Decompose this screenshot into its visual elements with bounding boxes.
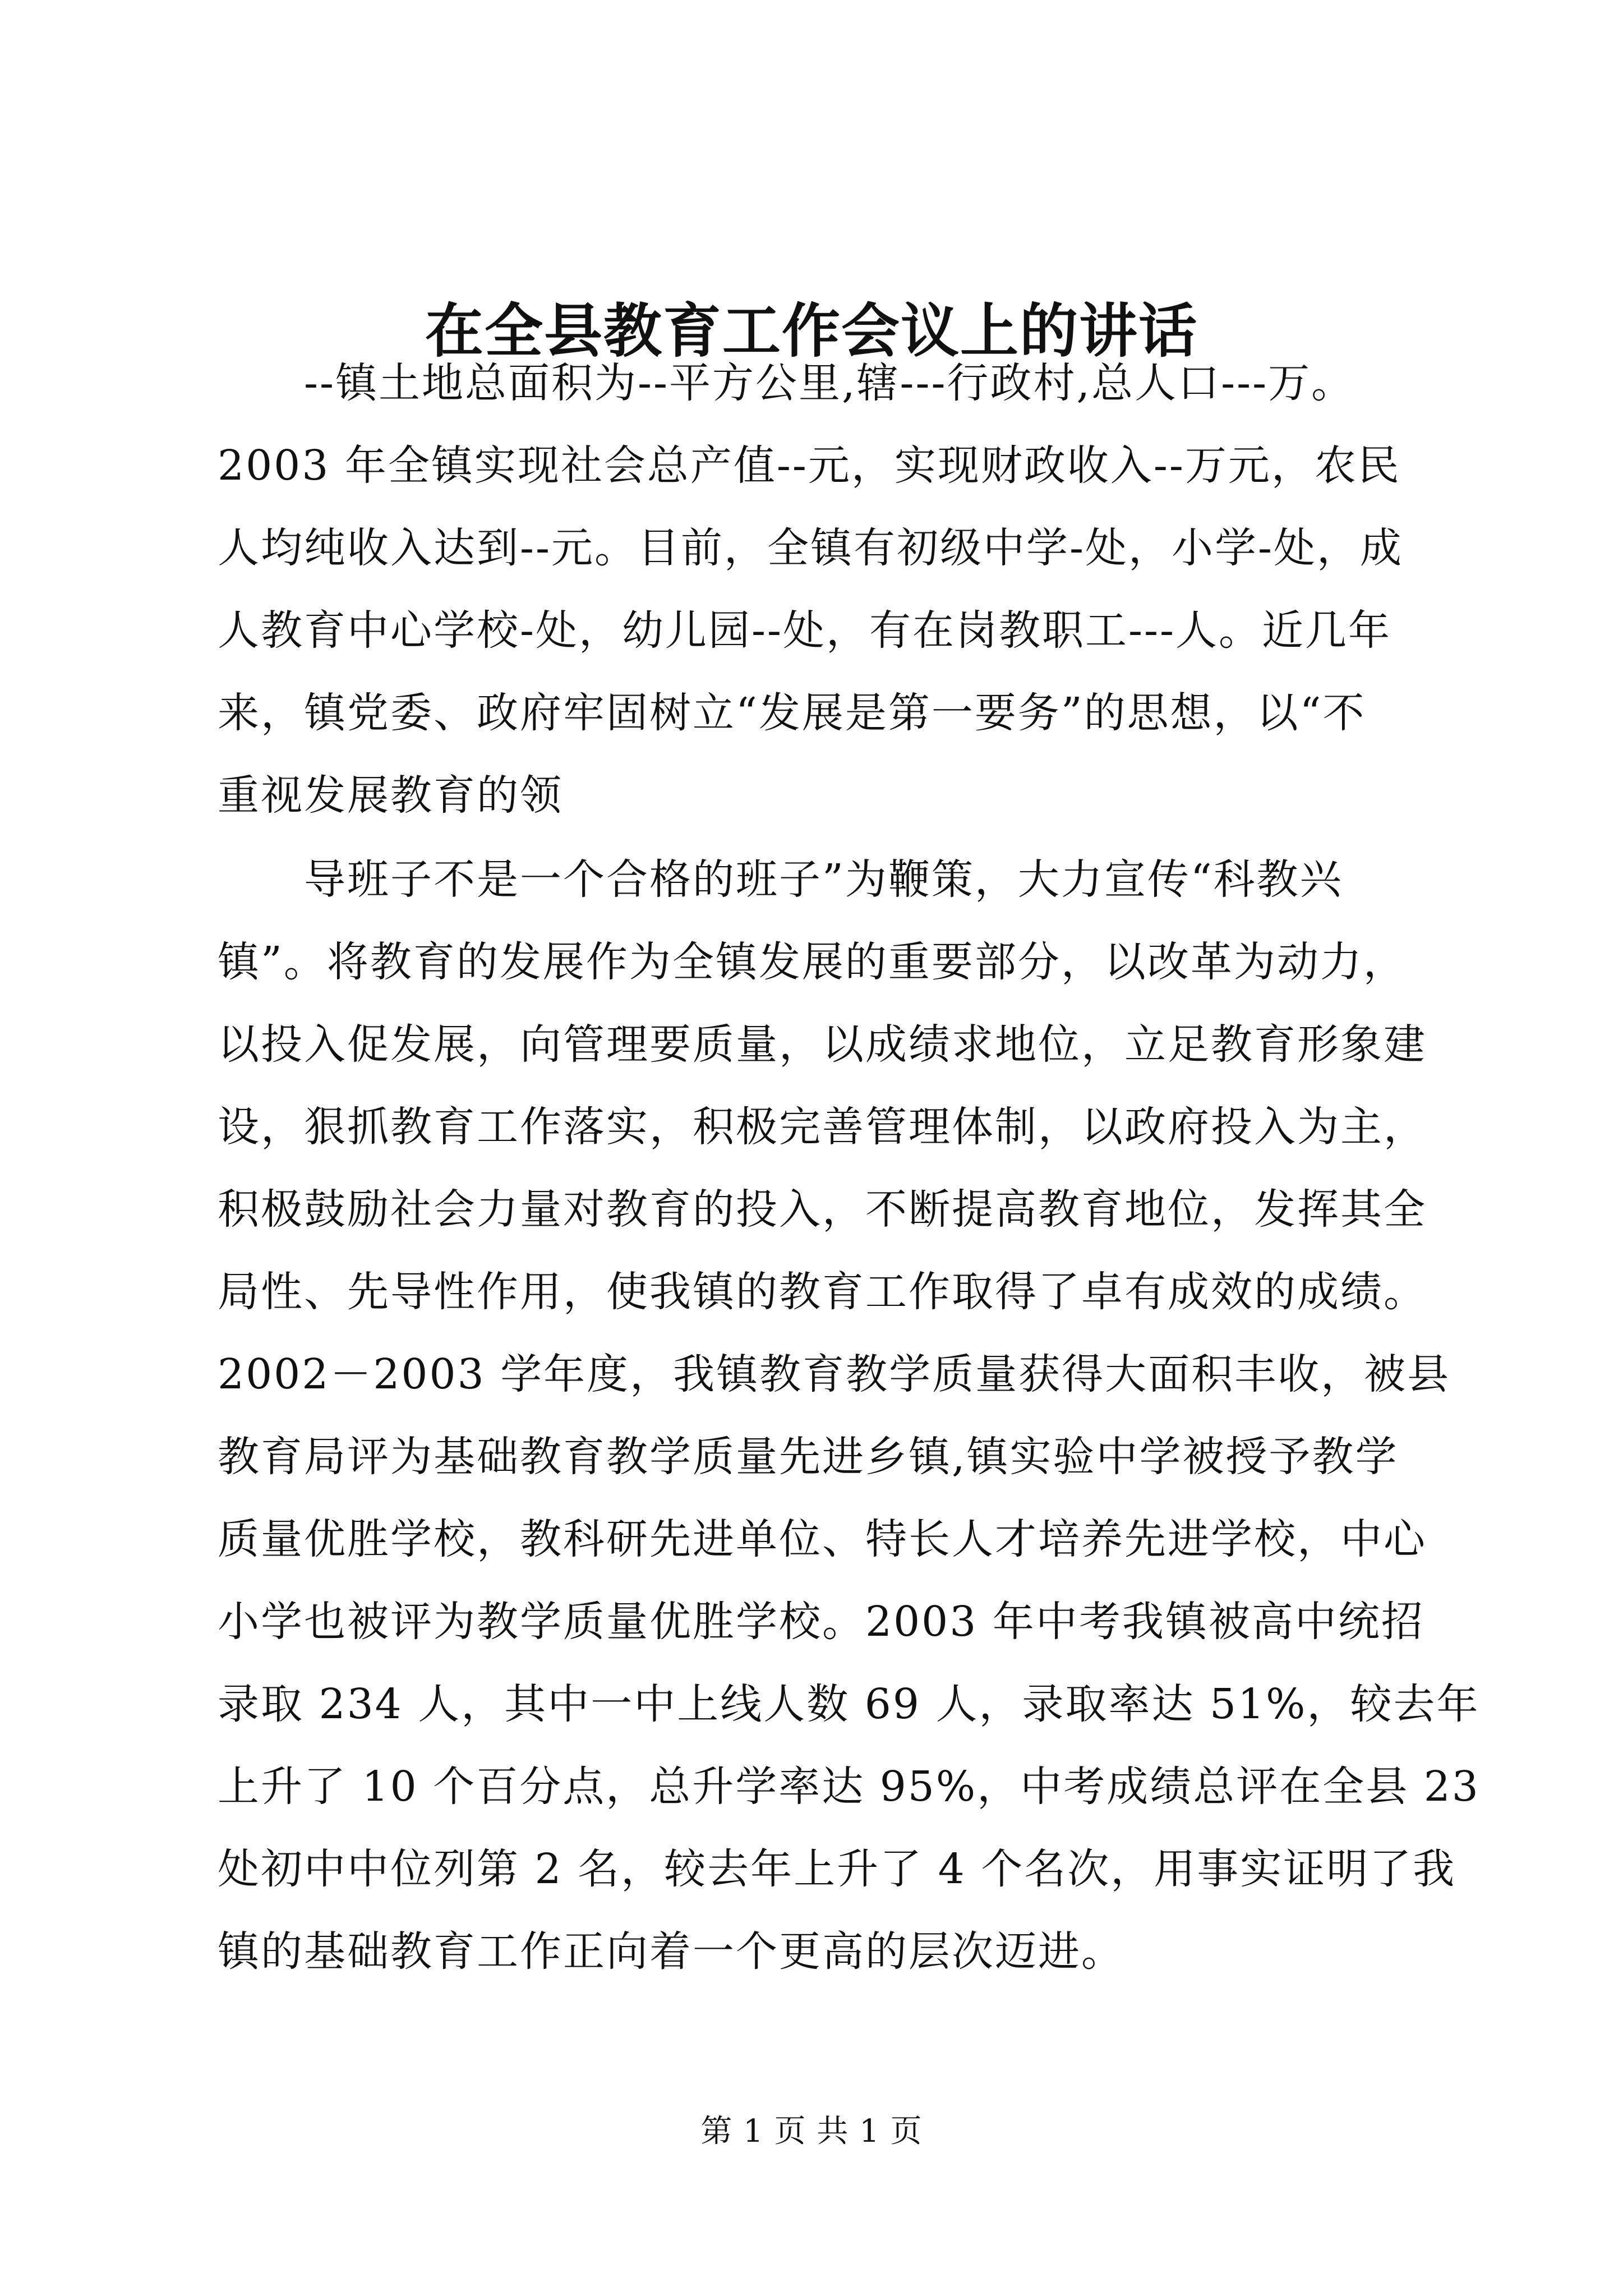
paragraph-line: 积极鼓励社会力量对教育的投入，不断提高教育地位，发挥其全 [218, 1185, 1427, 1234]
paragraph-line: 以投入促发展，向管理要质量，以成绩求地位，立足教育形象建 [218, 1020, 1427, 1069]
paragraph-line: 镇”。将教育的发展作为全镇发展的重要部分，以改革为动力， [218, 938, 1407, 986]
paragraph-line: 镇的基础教育工作正向着一个更高的层次迈进。 [218, 1927, 1124, 1976]
paragraph-line: 录取 234 人，其中一中上线人数 69 人，录取率达 51%，较去年 [218, 1680, 1480, 1728]
paragraph-line: 局性、先导性作用，使我镇的教育工作取得了卓有成效的成绩。 [218, 1268, 1427, 1316]
page-footer: 第 1 页 共 1 页 [700, 2113, 923, 2150]
paragraph-line: --镇土地总面积为--平方公里,辖---行政村,总人口---万。 [218, 359, 1355, 407]
paragraph-line: 设，狠抓教育工作落实，积极完善管理体制，以政府投入为主， [218, 1103, 1427, 1151]
paragraph-line: 重视发展教育的领 [218, 771, 563, 820]
paragraph-line: 来，镇党委、政府牢固树立“发展是第一要务”的思想，以“不 [218, 689, 1366, 737]
paragraph-line: 小学也被评为教学质量优胜学校。2003 年中考我镇被高中统招 [218, 1598, 1424, 1646]
paragraph-line: 处初中中位列第 2 名，较去年上升了 4 个名次，用事实证明了我 [218, 1845, 1456, 1893]
paragraph-line: 教育局评为基础教育教学质量先进乡镇,镇实验中学被授予教学 [218, 1433, 1399, 1481]
paragraph-line: 质量优胜学校，教科研先进单位、特长人才培养先进学校，中心 [218, 1515, 1427, 1563]
paragraph-line: 上升了 10 个百分点，总升学率达 95%，中考成绩总评在全县 23 [218, 1763, 1480, 1811]
paragraph-2 [218, 839, 1480, 1993]
paragraph-line: 2002－2003 学年度，我镇教育教学质量获得大面积丰收，被县 [218, 1350, 1451, 1398]
paragraph-line: 人教育中心学校-处，幼儿园--处，有在岗教职工---人。近几年 [218, 606, 1392, 655]
paragraph-line: 导班子不是一个合格的班子”为鞭策，大力宣传“科教兴 [218, 855, 1343, 904]
paragraph-line: 人均纯收入达到--元。目前，全镇有初级中学-处，小学-处，成 [218, 524, 1404, 572]
paragraph-line: 2003 年全镇实现社会总产值--元，实现财政收入--万元，农民 [218, 441, 1401, 490]
paragraph-1 [218, 342, 1415, 837]
document-title: 在全县教育工作会议上的讲话 [425, 296, 1198, 365]
